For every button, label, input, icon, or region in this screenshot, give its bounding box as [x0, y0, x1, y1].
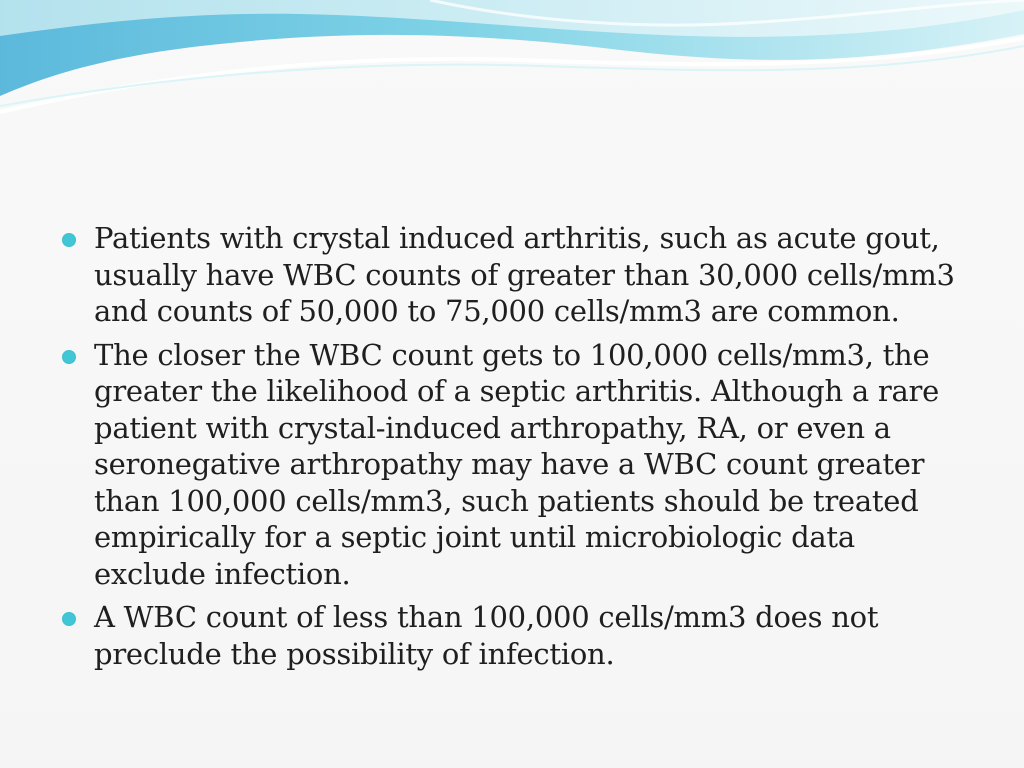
bullet-item-3 [58, 599, 958, 672]
bullet-text-1: Patients with crystal induced arthritis, such as acute gout, usually have WBC counts of greater than 30,000 cells/mm3 and counts of 50,000 to 75,000 cells/mm3 are common. [94, 221, 955, 328]
wave-highlight-line-1 [0, 38, 1024, 112]
bullet-item-2 [58, 337, 958, 593]
slide-content [58, 220, 958, 679]
bullet-text-3: A WBC count of less than 100,000 cells/mm3 does not preclude the possibility of infection. [94, 600, 879, 671]
decorative-wave-header [0, 0, 1024, 130]
bullet-dot-icon [62, 233, 76, 247]
bullet-list [58, 220, 958, 672]
wave-shape-main [0, 0, 1024, 96]
bullet-item-1 [58, 220, 958, 330]
bullet-text-2: The closer the WBC count gets to 100,000 cells/mm3, the greater the likelihood of a septic arthritis. Although a rare patient with crystal-induced arthropathy, RA, or even a seronegative arthropathy may have a WBC count greater than 100,000 cells/mm3, such patients should be treated empirically for a septic joint until microbiologic data exclude infection. [94, 337, 940, 591]
wave-highlight-line-2 [0, 46, 1024, 106]
wave-shape-light [0, 0, 1024, 37]
bullet-dot-icon [62, 350, 76, 364]
wave-highlight-line-3 [430, 0, 1024, 25]
bullet-dot-icon [62, 612, 76, 626]
